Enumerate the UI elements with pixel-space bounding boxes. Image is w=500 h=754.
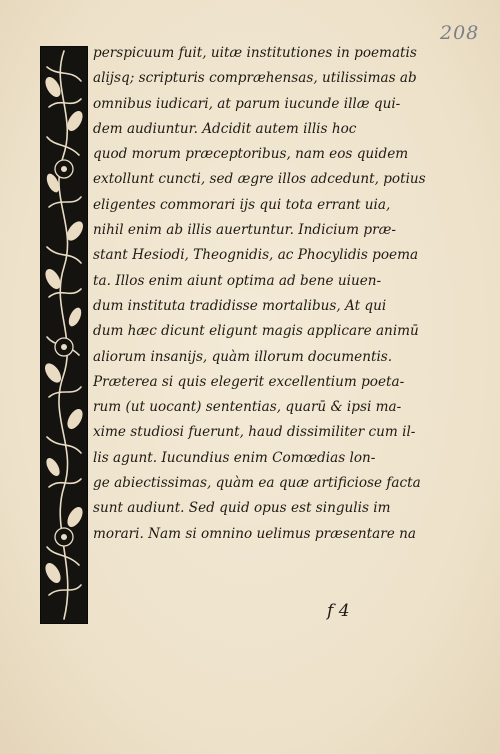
text-line: dum instituta tradidisse mortalibus, At qui: [93, 297, 387, 314]
signature-mark: f 4: [327, 601, 350, 621]
text-line: stant Hesiodi, Theognidis, ac Phocylidis poema: [93, 247, 419, 264]
text-line: alijsq; scripturis compræhensas, utilissimas ab: [93, 70, 417, 87]
text-line: xime studiosi fuerunt, haud dissimiliter cum il-: [93, 424, 416, 441]
text-line: dum hæc dicunt eligunt magis applicare animū: [93, 323, 419, 340]
text-line: eligentes commorari ijs qui tota errant uia,: [93, 196, 391, 213]
text-line: extollunt cuncti, sed ægre illos adcedunt, potius: [93, 171, 426, 188]
text-line: ge abiectissimas, quàm ea quæ artificiose facta: [93, 475, 421, 492]
text-line: aliorum insanijs, quàm illorum documentis.: [93, 348, 393, 365]
woodcut-floral-border: [40, 46, 88, 624]
handwritten-folio-number: 208: [440, 22, 480, 44]
text-line: nihil enim ab illis auertuntur. Indicium præ-: [93, 222, 396, 239]
text-line: lis agunt. Iucundius enim Comœdias lon-: [93, 449, 376, 466]
text-line: Præterea si quis elegerit excellentium poeta-: [93, 373, 405, 390]
text-line: omnibus iudicari, at parum iucunde illæ qui-: [93, 95, 401, 112]
text-line: morari. Nam si omnino uelimus præsentare na: [93, 525, 416, 542]
text-line: sunt audiunt. Sed quid opus est singulis im: [93, 500, 391, 517]
text-line: dem audiuntur. Adcidit autem illis hoc: [93, 120, 357, 137]
text-line: rum (ut uocant) sententias, quarū & ipsi ma-: [93, 399, 402, 416]
text-block: [93, 41, 426, 547]
text-line: ta. Illos enim aiunt optima ad bene uiuen-: [93, 272, 382, 289]
text-line: quod morum præceptoribus, nam eos quidem: [93, 146, 409, 163]
text-line: perspicuum fuit, uitæ institutiones in poematis: [93, 45, 417, 61]
floral-ornament-icon: [41, 47, 87, 623]
